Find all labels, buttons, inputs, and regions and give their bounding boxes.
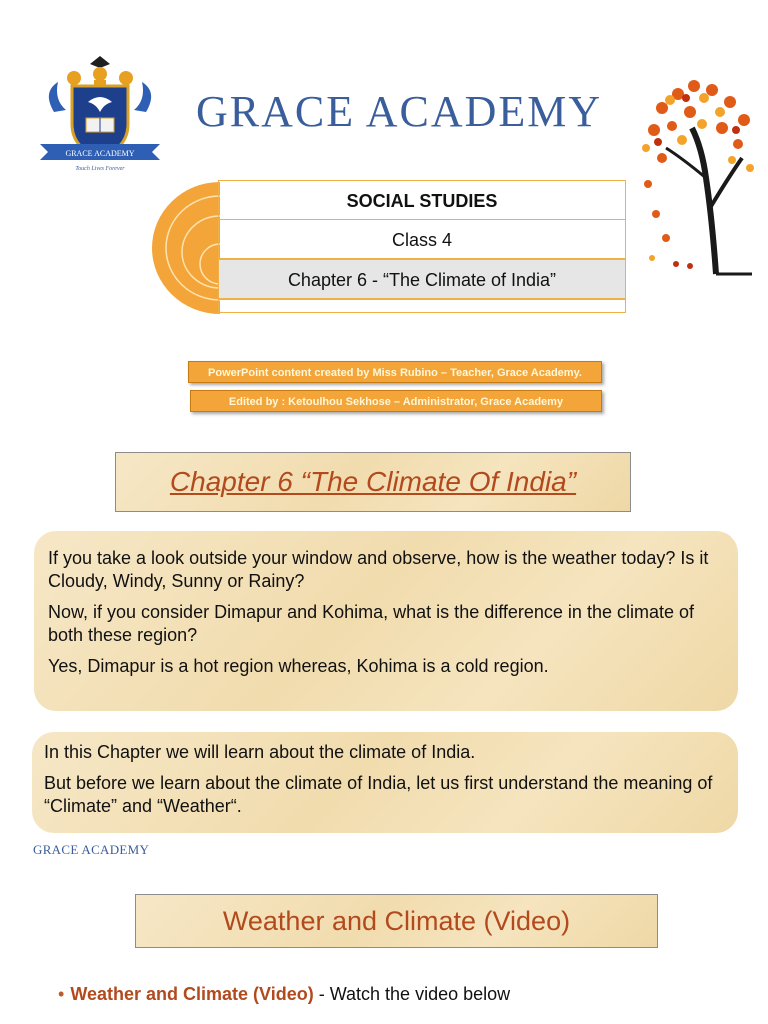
subject-label: SOCIAL STUDIES	[218, 180, 626, 220]
intro-paragraph: Now, if you consider Dimapur and Kohima, what is the difference in the climate of both these region?	[48, 602, 694, 645]
class-label: Class 4	[218, 219, 626, 259]
academy-title: GRACE ACADEMY	[196, 87, 603, 136]
subject-box-footer	[218, 299, 626, 313]
video-link[interactable]: Weather and Climate (Video)	[70, 984, 314, 1004]
video-heading: Weather and Climate (Video)	[135, 894, 658, 948]
chapter-paragraph: But before we learn about the climate of India, let us first understand the meaning of “Climate” and “Weather“.	[44, 773, 713, 816]
academy-logo	[34, 52, 166, 174]
credit-edited-by: Edited by : Ketoulhou Sekhose – Administrator, Grace Academy	[190, 390, 602, 412]
logo-motto: Touch Lives Forever	[75, 166, 125, 172]
intro-paragraph: If you take a look outside your window and observe, how is the weather today? Is it Cloudy, Windy, Sunny or Rainy?	[48, 548, 709, 591]
credit-created-by: PowerPoint content created by Miss Rubino – Teacher, Grace Academy.	[188, 361, 602, 383]
logo-banner-text: GRACE ACADEMY	[65, 149, 135, 158]
video-bullet-text: - Watch the video below	[313, 984, 511, 1004]
bullet-marker: •	[58, 984, 65, 1004]
chapter-heading: Chapter 6 “The Climate Of India”	[115, 452, 631, 512]
footer-brand: GRACE ACADEMY	[33, 842, 150, 857]
chapter-label: Chapter 6 - “The Climate of India”	[218, 259, 626, 299]
chapter-paragraph: In this Chapter we will learn about the climate of India.	[44, 742, 476, 762]
intro-text-box	[34, 531, 738, 711]
autumn-tree-image	[632, 68, 758, 278]
subject-arc-decoration	[150, 182, 220, 314]
chapter-text-box	[32, 732, 738, 833]
video-bullet	[58, 984, 510, 1005]
intro-paragraph: Yes, Dimapur is a hot region whereas, Kohima is a cold region.	[48, 656, 549, 676]
